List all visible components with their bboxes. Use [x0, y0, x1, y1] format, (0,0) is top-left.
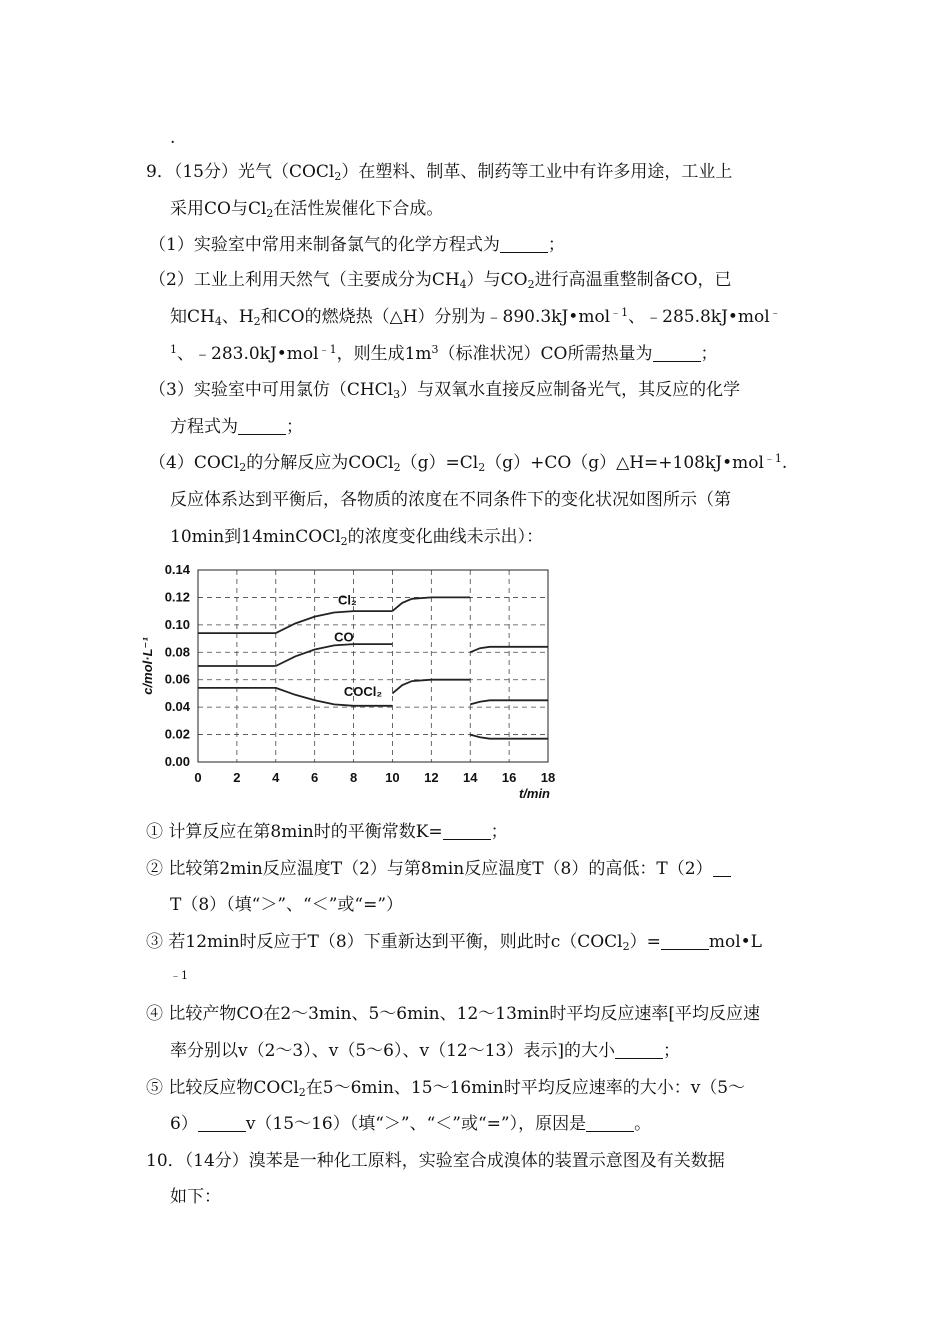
answer-blank[interactable] [586, 1114, 634, 1132]
series-label: CO [334, 629, 354, 645]
x-axis-label: t/min [518, 786, 550, 798]
x-tick-label: 0 [194, 770, 202, 785]
x-tick-label: 16 [501, 770, 517, 785]
q9-sub2-line1: ② 比较第2min反应温度T（2）与第8min反应温度T（8）的高低：T（2） [146, 857, 731, 881]
y-axis-label: c/mol·L⁻¹ [140, 637, 155, 695]
y-tick-label: 0.10 [164, 616, 190, 632]
q10-number: 10． [146, 1151, 185, 1171]
x-tick-label: 12 [424, 770, 439, 785]
q9-part2-line3: $^1$、﹣283.0kJ•mol$^{﹣1}$，则生成$1m^3$（标准状况）CO所需热量为 ； [170, 343, 718, 364]
series-line [470, 700, 548, 704]
q9-sub2-line2: T（8）（填“＞”、“＜”或“=”） [170, 895, 404, 915]
q9-part2-line2: 知$CH_4$、$H_2$和CO的燃烧热（△H）分别为﹣890.3kJ•mol$^{﹣1}$、﹣285.8kJ•mol﹣ [170, 306, 781, 328]
y-tick-label: 0.00 [164, 754, 190, 769]
answer-blank[interactable] [713, 859, 731, 877]
q9-stem-line2: 采用CO与$Cl_2$在活性炭催化下合成。 [170, 199, 444, 220]
q9-sub4-line2: 率分别以v（2～3）、v（5～6）、v（12～13）表示]的大小 ； [170, 1041, 680, 1061]
lead-dot: . [170, 128, 176, 148]
series-line [276, 644, 393, 666]
answer-blank[interactable] [661, 932, 709, 950]
x-tick-label: 6 [311, 770, 319, 785]
q9-sub5-line1: ⑤ 比较反应物COCl$_2$在5～6min、15～16min时平均反应速率的大小：v（5～ [146, 1078, 746, 1099]
q9-sub5-line2: 6） v（15～16）（填“＞”、“＜”或“=”），原因是 。 [170, 1114, 652, 1134]
y-tick-label: 0.02 [164, 726, 190, 742]
q9-part1: （1）实验室中常用来制备氯气的化学方程式为 ； [149, 235, 565, 255]
y-tick-label: 0.08 [164, 644, 190, 660]
q9-part2-line1: （2）工业上利用天然气（主要成分为$CH_4$）与$CO_2$进行高温重整制备CO，已 [149, 270, 732, 291]
concentration-chart [130, 558, 560, 798]
answer-blank[interactable] [500, 235, 548, 253]
answer-blank[interactable] [238, 417, 286, 435]
chart-series [198, 597, 548, 738]
q10-line1: 10．（14分）溴苯是一种化工原料，实验室合成溴体的装置示意图及有关数据 [146, 1151, 725, 1171]
answer-blank[interactable] [615, 1041, 663, 1059]
q10-line2: 如下： [170, 1187, 221, 1207]
x-tick-label: 18 [540, 770, 556, 785]
x-tick-label: 10 [385, 770, 400, 785]
x-tick-label: 2 [233, 770, 241, 785]
q9-number: 9． [146, 162, 174, 182]
q9-part4-line3: 10min到14minCOCl$_2$的浓度变化曲线未示出）： [170, 527, 544, 548]
q9-sub3-line2: ﹣1 [170, 969, 188, 982]
q9-sub3-line1: ③ 若12min时反应于T（8）下重新达到平衡，则此时c（COCl$_2$）= mol•L [146, 932, 762, 953]
q9-stem-line1: 9．（15分）光气（COCl$_2$）在塑料、制革、制药等工业中有许多用途，工业上 [146, 162, 733, 183]
q9-part4-line2: 反应体系达到平衡后，各物质的浓度在不同条件下的变化状况如图所示（第 [170, 490, 731, 510]
q9-part3-line2: 方程式为 ； [170, 417, 303, 437]
answer-blank[interactable] [198, 1114, 246, 1132]
series-label: Cl₂ [338, 592, 357, 608]
q9-sub1: ① 计算反应在第8min时的平衡常数K= ； [146, 822, 508, 842]
y-tick-label: 0.14 [164, 562, 190, 577]
answer-blank[interactable] [653, 344, 701, 362]
y-tick-label: 0.04 [164, 699, 190, 715]
series-label: COCl₂ [343, 684, 383, 700]
x-tick-label: 14 [462, 770, 478, 785]
q9-sub4-line1: ④ 比较产物CO在2～3min、5～6min、12～13min时平均反应速率[平均反应速 [146, 1004, 761, 1024]
q9-part4-line1: （4）COCl$_2$的分解反应为$COCl_2(g)=Cl_2(g)+CO(g)\triangle H=+108kJ•mol^{﹣1}$. [149, 452, 788, 474]
y-tick-label: 0.06 [164, 671, 190, 687]
x-tick-label: 8 [349, 770, 358, 785]
q9-part3-line1: （3）实验室中可用氯仿（CHCl$_3$）与双氧水直接反应制备光气，其反应的化学 [149, 380, 741, 401]
y-tick-label: 0.12 [164, 589, 190, 605]
answer-blank[interactable] [443, 822, 491, 840]
x-tick-label: 4 [272, 770, 280, 785]
